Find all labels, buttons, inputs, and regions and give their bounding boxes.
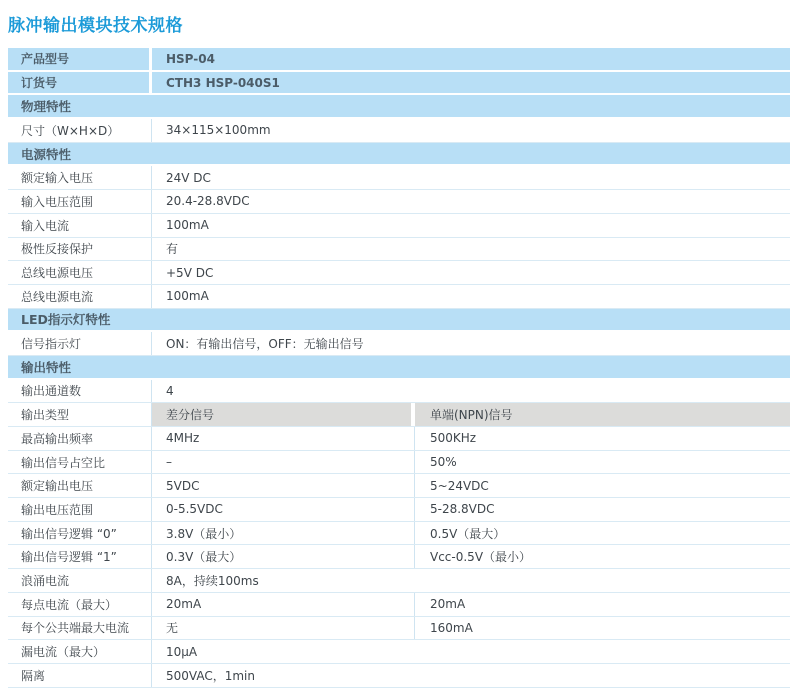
row-label: 总线电源电压	[8, 261, 152, 284]
row-value: ON：有输出信号，OFF：无输出信号	[166, 337, 364, 352]
row-value: 10μA	[166, 644, 198, 659]
spec-row	[8, 498, 790, 522]
spec-row	[8, 403, 790, 427]
row-label: 订货号	[8, 72, 152, 94]
row-label: 输出电压范围	[8, 498, 152, 521]
section-header-row	[8, 356, 790, 380]
row-label: 输出通道数	[8, 380, 152, 403]
row-value: 100mA	[166, 289, 209, 304]
section-title: 物理特性	[21, 99, 72, 115]
row-value-secondary: 20mA	[430, 597, 466, 612]
row-label: 总线电源电流	[8, 285, 152, 308]
section-header-row	[8, 95, 790, 119]
spec-row	[8, 238, 790, 262]
spec-row	[8, 119, 790, 143]
row-label: 每点电流（最大）	[8, 593, 152, 616]
spec-row	[8, 214, 790, 238]
row-value: 无	[152, 617, 415, 640]
row-label: 输出类型	[8, 403, 152, 426]
row-label: 额定输出电压	[8, 474, 152, 497]
row-label: 输出信号逻辑 “0”	[8, 522, 152, 545]
spec-row	[8, 261, 790, 285]
row-value-secondary: 5-28.8VDC	[430, 502, 495, 517]
row-value: CTH3 HSP-040S1	[166, 75, 280, 90]
row-value: 34×115×100mm	[166, 123, 271, 138]
row-label: 额定输入电压	[8, 166, 152, 189]
spec-row	[8, 380, 790, 404]
row-value: 5VDC	[152, 474, 415, 497]
row-label: 浪涌电流	[8, 569, 152, 592]
row-value-secondary: 5~24VDC	[430, 478, 489, 493]
row-value: 100mA	[166, 218, 209, 233]
section-title: 电源特性	[21, 146, 72, 162]
spec-table	[8, 48, 790, 688]
spec-row	[8, 474, 790, 498]
row-label: 隔离	[8, 664, 152, 687]
section-title: LED指示灯特性	[21, 312, 111, 328]
section-header-row	[8, 309, 790, 333]
row-value-secondary: 单端(NPN)信号	[415, 403, 790, 426]
spec-row	[8, 522, 790, 546]
spec-row	[8, 48, 790, 72]
row-value: 500VAC，1min	[166, 668, 255, 683]
row-label: 输入电流	[8, 214, 152, 237]
spec-row	[8, 72, 790, 96]
row-value-secondary: 0.5V（最大）	[430, 526, 506, 541]
row-label: 输出信号占空比	[8, 451, 152, 474]
row-label: 输入电压范围	[8, 190, 152, 213]
row-value-secondary: Vcc-0.5V（最小）	[430, 550, 532, 565]
row-label: 最高输出频率	[8, 427, 152, 450]
row-value: 0.3V（最大）	[152, 545, 415, 568]
row-value: 8A，持续100ms	[166, 573, 259, 588]
spec-row	[8, 285, 790, 309]
row-value: 差分信号	[152, 403, 415, 426]
spec-row	[8, 593, 790, 617]
row-value: +5V DC	[166, 265, 214, 280]
row-label: 每个公共端最大电流	[8, 617, 152, 640]
spec-row	[8, 664, 790, 688]
row-value: 3.8V（最小）	[152, 522, 415, 545]
row-value-secondary: 160mA	[430, 620, 473, 635]
row-label: 尺寸（W×H×D）	[8, 119, 152, 142]
spec-row	[8, 617, 790, 641]
row-value: 4MHz	[152, 427, 415, 450]
row-value: 4	[166, 383, 174, 398]
row-value: 有	[166, 242, 179, 257]
row-value-secondary: 500KHz	[430, 431, 477, 446]
spec-row	[8, 545, 790, 569]
row-value-secondary: 50%	[430, 455, 457, 470]
row-label: 产品型号	[8, 48, 152, 70]
row-value: 24V DC	[166, 170, 211, 185]
page-title: 脉冲输出模块技术规格	[8, 16, 183, 36]
row-label: 信号指示灯	[8, 332, 152, 355]
row-label: 输出信号逻辑 “1”	[8, 545, 152, 568]
row-value: 0-5.5VDC	[152, 498, 415, 521]
row-label: 漏电流（最大）	[8, 640, 152, 663]
spec-row	[8, 166, 790, 190]
spec-row	[8, 451, 790, 475]
spec-row	[8, 427, 790, 451]
row-value: –	[152, 451, 415, 474]
row-value: 20.4-28.8VDC	[166, 194, 250, 209]
row-label: 极性反接保护	[8, 238, 152, 261]
spec-row	[8, 569, 790, 593]
row-value: 20mA	[152, 593, 415, 616]
spec-row	[8, 190, 790, 214]
spec-row	[8, 332, 790, 356]
spec-row	[8, 640, 790, 664]
section-title: 输出特性	[21, 359, 72, 375]
row-value: HSP-04	[166, 51, 215, 66]
section-header-row	[8, 143, 790, 167]
